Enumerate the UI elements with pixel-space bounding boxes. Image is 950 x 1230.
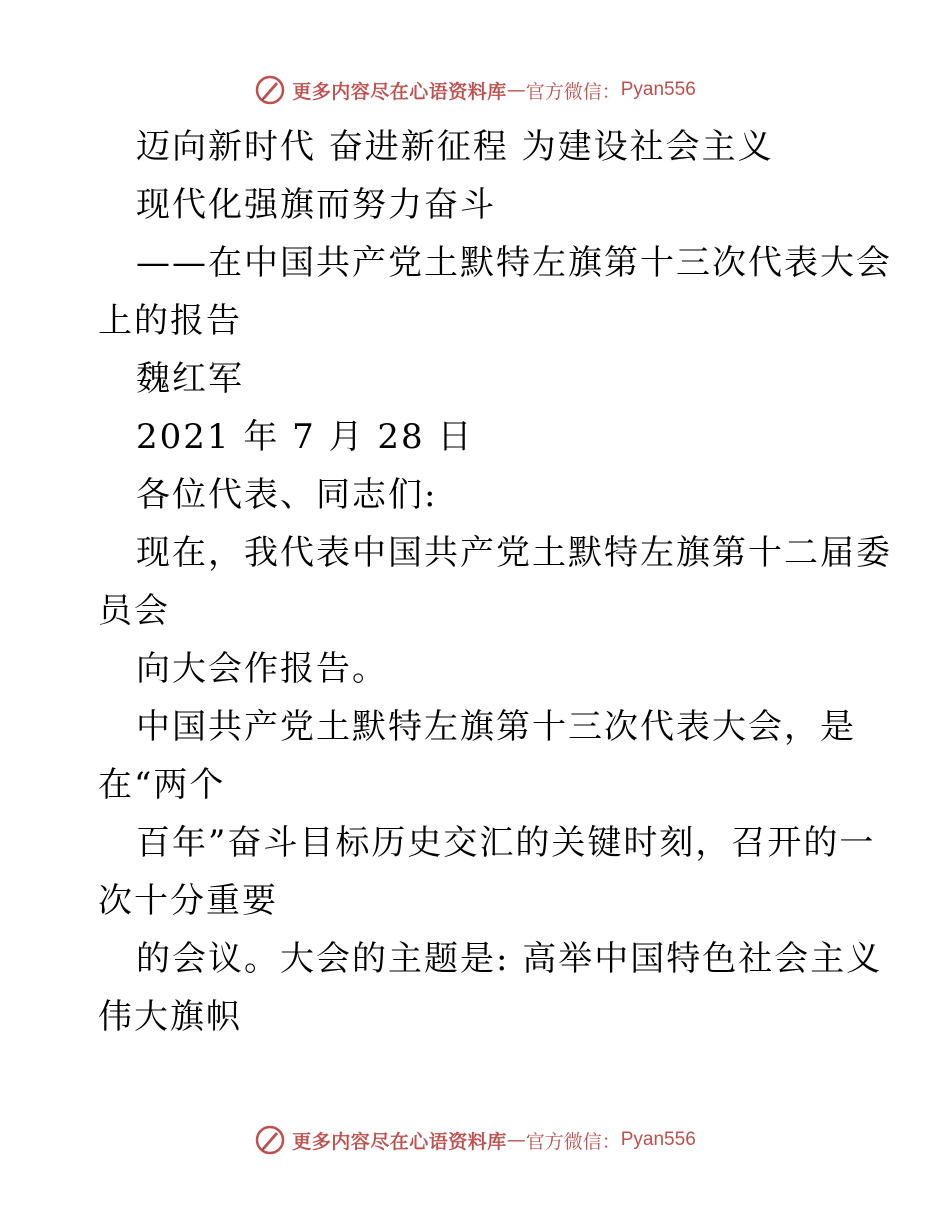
watermark-separator: — xyxy=(506,1129,526,1151)
watermark-text: 更多内容尽在心语资料库 xyxy=(292,1130,507,1153)
paragraph-line: 的会议。大会的主题是: 高举中国特色社会主义 xyxy=(136,939,883,979)
paragraph-line: 伟大旗帜 xyxy=(98,997,242,1037)
title-line-2: 现代化强旗而努力奋斗 xyxy=(136,185,496,225)
paragraph-line: 员会 xyxy=(98,591,170,631)
paragraph-line: 向大会作报告。 xyxy=(136,649,388,689)
paragraph-line: 百年”奋斗目标历史交汇的关键时刻，召开的一 xyxy=(136,823,876,863)
wechat-label: 官方微信： xyxy=(525,1130,621,1153)
watermark-text: 更多内容尽在心语资料库 xyxy=(292,80,507,103)
author-name: 魏红军 xyxy=(136,359,244,399)
paragraph-line: 在“两个 xyxy=(98,765,226,805)
salutation: 各位代表、同志们: xyxy=(136,475,438,515)
wechat-id: Pyan556 xyxy=(620,1129,696,1150)
subtitle-line-2: 上的报告 xyxy=(98,301,242,341)
title-line-1: 迈向新时代 奋进新征程 为建设社会主义 xyxy=(136,127,774,167)
report-date: 2021 年 7 月 28 日 xyxy=(136,417,474,457)
quill-logo-icon xyxy=(254,1124,286,1156)
quill-logo-icon xyxy=(254,74,286,106)
subtitle-line-1: ——在中国共产党土默特左旗第十三次代表大会 xyxy=(136,243,892,283)
wechat-label: 官方微信： xyxy=(525,80,621,103)
watermark-separator: — xyxy=(506,79,526,101)
paragraph-line: 次十分重要 xyxy=(98,881,278,921)
paragraph-line: 中国共产党土默特左旗第十三次代表大会，是 xyxy=(136,707,856,747)
paragraph-line: 现在，我代表中国共产党土默特左旗第十二届委 xyxy=(136,533,892,573)
header-watermark xyxy=(0,70,950,110)
wechat-id: Pyan556 xyxy=(620,79,696,100)
footer-watermark xyxy=(0,1120,950,1160)
